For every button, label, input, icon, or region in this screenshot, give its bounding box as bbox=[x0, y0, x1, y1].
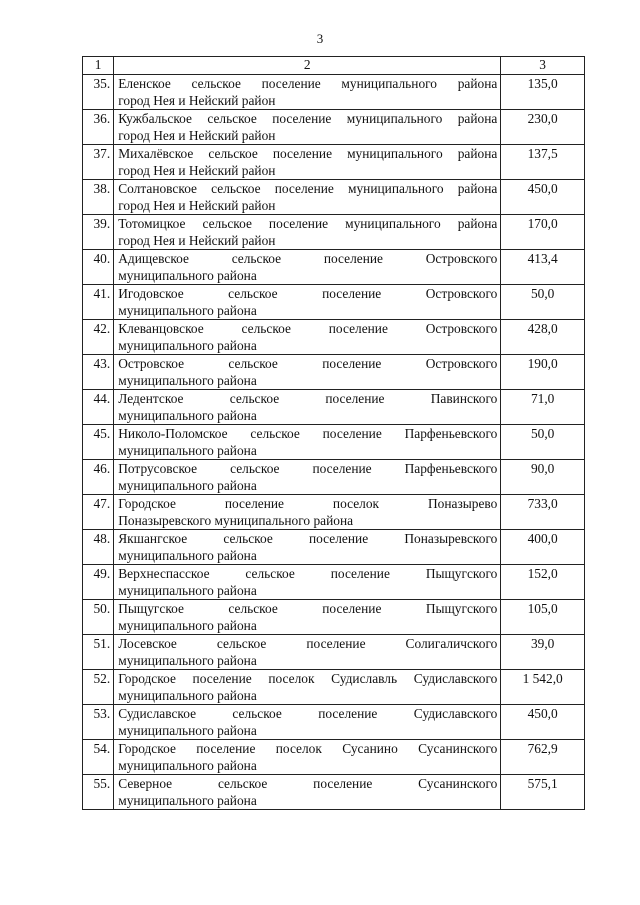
row-number-cell: 45. bbox=[83, 425, 114, 460]
page-number: 3 bbox=[316, 31, 324, 46]
settlement-name-line-1: Якшангское сельское поселение Поназыревского bbox=[118, 531, 498, 546]
row-number-cell: 38. bbox=[83, 180, 114, 215]
amount-cell: 575,1 bbox=[501, 775, 585, 810]
row-number-cell: 47. bbox=[83, 495, 114, 530]
settlement-name-cell bbox=[114, 600, 501, 635]
amount-cell: 71,0 bbox=[501, 390, 585, 425]
settlement-name-cell bbox=[114, 180, 501, 215]
amount-cell: 135,0 bbox=[501, 75, 585, 110]
settlement-name-line-2: муниципального района bbox=[118, 653, 257, 668]
settlement-name-line-1: Северное сельское поселение Сусанинского bbox=[118, 776, 498, 791]
settlement-name-line-1: Верхнеспасское сельское поселение Пыщугского bbox=[118, 566, 498, 581]
settlement-name-cell bbox=[114, 705, 501, 740]
row-number-cell: 48. bbox=[83, 530, 114, 565]
table-row bbox=[83, 600, 585, 635]
settlement-name-line-2: муниципального района bbox=[118, 723, 257, 738]
table-header-row bbox=[83, 57, 585, 75]
row-number-cell: 44. bbox=[83, 390, 114, 425]
settlement-name-line-2: Поназыревского муниципального района bbox=[118, 513, 354, 528]
table-row bbox=[83, 740, 585, 775]
settlement-name-line-2: город Нея и Нейский район bbox=[118, 163, 276, 178]
row-number-cell: 35. bbox=[83, 75, 114, 110]
settlement-name-cell bbox=[114, 425, 501, 460]
settlement-name-line-2: муниципального района bbox=[118, 548, 257, 563]
amount-cell: 428,0 bbox=[501, 320, 585, 355]
settlement-name-line-2: муниципального района bbox=[118, 688, 257, 703]
amount-cell: 137,5 bbox=[501, 145, 585, 180]
settlement-name-line-1: Игодовское сельское поселение Островского bbox=[118, 286, 498, 301]
settlement-name-line-1: Еленское сельское поселение муниципального района bbox=[118, 76, 498, 91]
amount-cell: 1 542,0 bbox=[501, 670, 585, 705]
settlement-name-line-1: Лосевское сельское поселение Солигаличского bbox=[118, 636, 498, 651]
amount-cell: 762,9 bbox=[501, 740, 585, 775]
data-table bbox=[82, 56, 585, 810]
settlement-name-cell bbox=[114, 390, 501, 425]
settlement-name-line-2: муниципального района bbox=[118, 793, 257, 808]
table-row bbox=[83, 390, 585, 425]
row-number-cell: 50. bbox=[83, 600, 114, 635]
settlement-name-cell bbox=[114, 495, 501, 530]
amount-cell: 450,0 bbox=[501, 180, 585, 215]
settlement-name-line-2: муниципального района bbox=[118, 583, 257, 598]
settlement-name-line-2: город Нея и Нейский район bbox=[118, 198, 276, 213]
settlement-name-cell bbox=[114, 565, 501, 600]
settlement-name-line-1: Клеванцовское сельское поселение Островского bbox=[118, 321, 498, 336]
amount-cell: 170,0 bbox=[501, 215, 585, 250]
table-row bbox=[83, 285, 585, 320]
settlement-name-cell bbox=[114, 355, 501, 390]
row-number-cell: 36. bbox=[83, 110, 114, 145]
settlement-name-line-1: Михалёвское сельское поселение муниципального района bbox=[118, 146, 498, 161]
settlement-name-cell bbox=[114, 250, 501, 285]
settlement-name-line-1: Пыщугское сельское поселение Пыщугского bbox=[118, 601, 498, 616]
table-row bbox=[83, 565, 585, 600]
settlement-name-cell bbox=[114, 530, 501, 565]
settlement-name-line-2: муниципального района bbox=[118, 443, 257, 458]
settlement-name-line-1: Городское поселение поселок Сусанино Сусанинского bbox=[118, 741, 498, 756]
table-row bbox=[83, 215, 585, 250]
table-row bbox=[83, 75, 585, 110]
settlement-name-line-1: Городское поселение поселок Поназырево bbox=[118, 496, 498, 511]
settlement-name-cell bbox=[114, 285, 501, 320]
settlement-name-cell bbox=[114, 775, 501, 810]
settlement-name-line-2: муниципального района bbox=[118, 373, 257, 388]
settlement-name-line-2: муниципального района bbox=[118, 338, 257, 353]
amount-cell: 50,0 bbox=[501, 285, 585, 320]
amount-cell: 90,0 bbox=[501, 460, 585, 495]
table-row bbox=[83, 355, 585, 390]
table-row bbox=[83, 530, 585, 565]
settlement-name-line-1: Николо-Поломское сельское поселение Парфеньевского bbox=[118, 426, 498, 441]
row-number-cell: 46. bbox=[83, 460, 114, 495]
row-number-cell: 49. bbox=[83, 565, 114, 600]
settlement-name-line-2: муниципального района bbox=[118, 303, 257, 318]
settlement-name-line-2: город Нея и Нейский район bbox=[118, 128, 276, 143]
settlement-name-line-2: город Нея и Нейский район bbox=[118, 93, 276, 108]
table-row bbox=[83, 425, 585, 460]
settlement-name-line-2: муниципального района bbox=[118, 268, 257, 283]
table-row bbox=[83, 145, 585, 180]
amount-cell: 733,0 bbox=[501, 495, 585, 530]
settlement-name-line-2: муниципального района bbox=[118, 478, 257, 493]
amount-cell: 413,4 bbox=[501, 250, 585, 285]
amount-cell: 152,0 bbox=[501, 565, 585, 600]
settlement-name-line-1: Адищевское сельское поселение Островского bbox=[118, 251, 498, 266]
header-cell-2: 2 bbox=[114, 57, 501, 75]
table-row bbox=[83, 110, 585, 145]
settlement-name-line-2: муниципального района bbox=[118, 408, 257, 423]
settlement-name-line-2: муниципального района bbox=[118, 758, 257, 773]
amount-cell: 105,0 bbox=[501, 600, 585, 635]
table-row bbox=[83, 705, 585, 740]
settlement-name-line-1: Ледентское сельское поселение Павинского bbox=[118, 391, 498, 406]
settlement-name-cell bbox=[114, 670, 501, 705]
settlement-name-cell bbox=[114, 215, 501, 250]
settlement-name-cell bbox=[114, 145, 501, 180]
settlement-name-line-1: Тотомицкое сельское поселение муниципального района bbox=[118, 216, 498, 231]
settlement-name-line-1: Солтановское сельское поселение муниципального района bbox=[118, 181, 498, 196]
row-number-cell: 52. bbox=[83, 670, 114, 705]
table-row bbox=[83, 460, 585, 495]
header-cell-3: 3 bbox=[501, 57, 585, 75]
amount-cell: 50,0 bbox=[501, 425, 585, 460]
row-number-cell: 41. bbox=[83, 285, 114, 320]
row-number-cell: 53. bbox=[83, 705, 114, 740]
amount-cell: 450,0 bbox=[501, 705, 585, 740]
settlement-name-cell bbox=[114, 460, 501, 495]
settlement-name-line-2: муниципального района bbox=[118, 618, 257, 633]
settlement-name-cell bbox=[114, 740, 501, 775]
amount-cell: 400,0 bbox=[501, 530, 585, 565]
row-number-cell: 55. bbox=[83, 775, 114, 810]
table-row bbox=[83, 250, 585, 285]
settlement-name-line-1: Потрусовское сельское поселение Парфеньевского bbox=[118, 461, 498, 476]
row-number-cell: 37. bbox=[83, 145, 114, 180]
row-number-cell: 39. bbox=[83, 215, 114, 250]
amount-cell: 39,0 bbox=[501, 635, 585, 670]
settlement-name-cell bbox=[114, 110, 501, 145]
table-row bbox=[83, 495, 585, 530]
row-number-cell: 40. bbox=[83, 250, 114, 285]
table-row bbox=[83, 180, 585, 215]
settlement-name-line-1: Кужбальское сельское поселение муниципального района bbox=[118, 111, 498, 126]
amount-cell: 190,0 bbox=[501, 355, 585, 390]
table-row bbox=[83, 670, 585, 705]
header-cell-1: 1 bbox=[83, 57, 114, 75]
settlement-name-line-1: Городское поселение поселок Судиславль Судиславского bbox=[118, 671, 498, 686]
row-number-cell: 54. bbox=[83, 740, 114, 775]
settlement-name-line-1: Островское сельское поселение Островского bbox=[118, 356, 498, 371]
settlement-name-cell bbox=[114, 635, 501, 670]
settlement-name-line-2: город Нея и Нейский район bbox=[118, 233, 276, 248]
settlement-name-cell bbox=[114, 320, 501, 355]
row-number-cell: 43. bbox=[83, 355, 114, 390]
settlement-name-cell bbox=[114, 75, 501, 110]
row-number-cell: 51. bbox=[83, 635, 114, 670]
table-row bbox=[83, 775, 585, 810]
settlement-name-line-1: Судиславское сельское поселение Судиславского bbox=[118, 706, 498, 721]
table-row bbox=[83, 320, 585, 355]
table-row bbox=[83, 635, 585, 670]
amount-cell: 230,0 bbox=[501, 110, 585, 145]
row-number-cell: 42. bbox=[83, 320, 114, 355]
